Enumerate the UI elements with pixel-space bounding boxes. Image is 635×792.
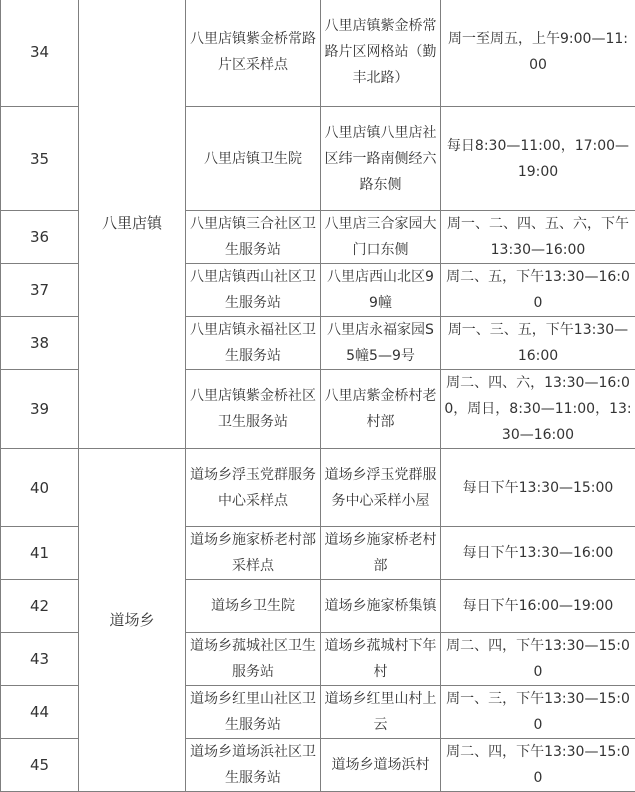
site-address: 八里店镇紫金桥常路片区网格站（勤丰北路） — [321, 0, 441, 107]
opening-hours: 周二、四，下午13:30—15:00 — [441, 739, 635, 792]
opening-hours: 周二、四，下午13:30—15:00 — [441, 633, 635, 686]
site-address: 八里店紫金桥村老村部 — [321, 370, 441, 449]
site-name: 道场乡红里山社区卫生服务站 — [186, 686, 321, 739]
site-address: 道场乡道场浜村 — [321, 739, 441, 792]
row-number: 38 — [1, 317, 79, 370]
site-name: 八里店镇三合社区卫生服务站 — [186, 211, 321, 264]
row-number: 41 — [1, 527, 79, 580]
site-address: 道场乡浮玉党群服务中心采样小屋 — [321, 449, 441, 527]
site-name: 八里店镇紫金桥常路片区采样点 — [186, 0, 321, 107]
site-name: 八里店镇西山社区卫生服务站 — [186, 264, 321, 317]
site-address: 道场乡施家桥老村部 — [321, 527, 441, 580]
row-number: 37 — [1, 264, 79, 317]
opening-hours: 周二、五，下午13:30—16:00 — [441, 264, 635, 317]
town-cell: 八里店镇 — [79, 0, 186, 449]
opening-hours: 周一、二、四、五、六，下午13:30—16:00 — [441, 211, 635, 264]
site-name: 八里店镇紫金桥社区卫生服务站 — [186, 370, 321, 449]
table-row — [1, 0, 635, 107]
site-address: 八里店镇八里店社区纬一路南侧经六路东侧 — [321, 107, 441, 211]
row-number: 36 — [1, 211, 79, 264]
site-address: 八里店永福家园S5幢5—9号 — [321, 317, 441, 370]
town-cell: 道场乡 — [79, 449, 186, 792]
site-address: 道场乡红里山村上云 — [321, 686, 441, 739]
opening-hours: 周一至周五，上午9:00—11:00 — [441, 0, 635, 107]
opening-hours: 每日下午13:30—15:00 — [441, 449, 635, 527]
row-number: 44 — [1, 686, 79, 739]
site-name: 道场乡菰城社区卫生服务站 — [186, 633, 321, 686]
site-name: 道场乡卫生院 — [186, 580, 321, 633]
row-number: 42 — [1, 580, 79, 633]
opening-hours: 周一、三，下午13:30—15:00 — [441, 686, 635, 739]
row-number: 40 — [1, 449, 79, 527]
site-address: 道场乡施家桥集镇 — [321, 580, 441, 633]
site-name: 道场乡浮玉党群服务中心采样点 — [186, 449, 321, 527]
site-address: 八里店三合家园大门口东侧 — [321, 211, 441, 264]
opening-hours: 每日8:30—11:00，17:00—19:00 — [441, 107, 635, 211]
opening-hours: 每日下午16:00—19:00 — [441, 580, 635, 633]
opening-hours: 周二、四、六，13:30—16:00，周日，8:30—11:00，13:30—16:00 — [441, 370, 635, 449]
opening-hours: 周一、三、五，下午13:30—16:00 — [441, 317, 635, 370]
site-address: 八里店西山北区99幢 — [321, 264, 441, 317]
row-number: 39 — [1, 370, 79, 449]
row-number: 34 — [1, 0, 79, 107]
opening-hours: 每日下午13:30—16:00 — [441, 527, 635, 580]
site-name: 八里店镇卫生院 — [186, 107, 321, 211]
table-row — [1, 449, 635, 527]
row-number: 35 — [1, 107, 79, 211]
site-name: 道场乡道场浜社区卫生服务站 — [186, 739, 321, 792]
site-name: 道场乡施家桥老村部采样点 — [186, 527, 321, 580]
site-name: 八里店镇永福社区卫生服务站 — [186, 317, 321, 370]
row-number: 43 — [1, 633, 79, 686]
site-address: 道场乡菰城村下年村 — [321, 633, 441, 686]
row-number: 45 — [1, 739, 79, 792]
